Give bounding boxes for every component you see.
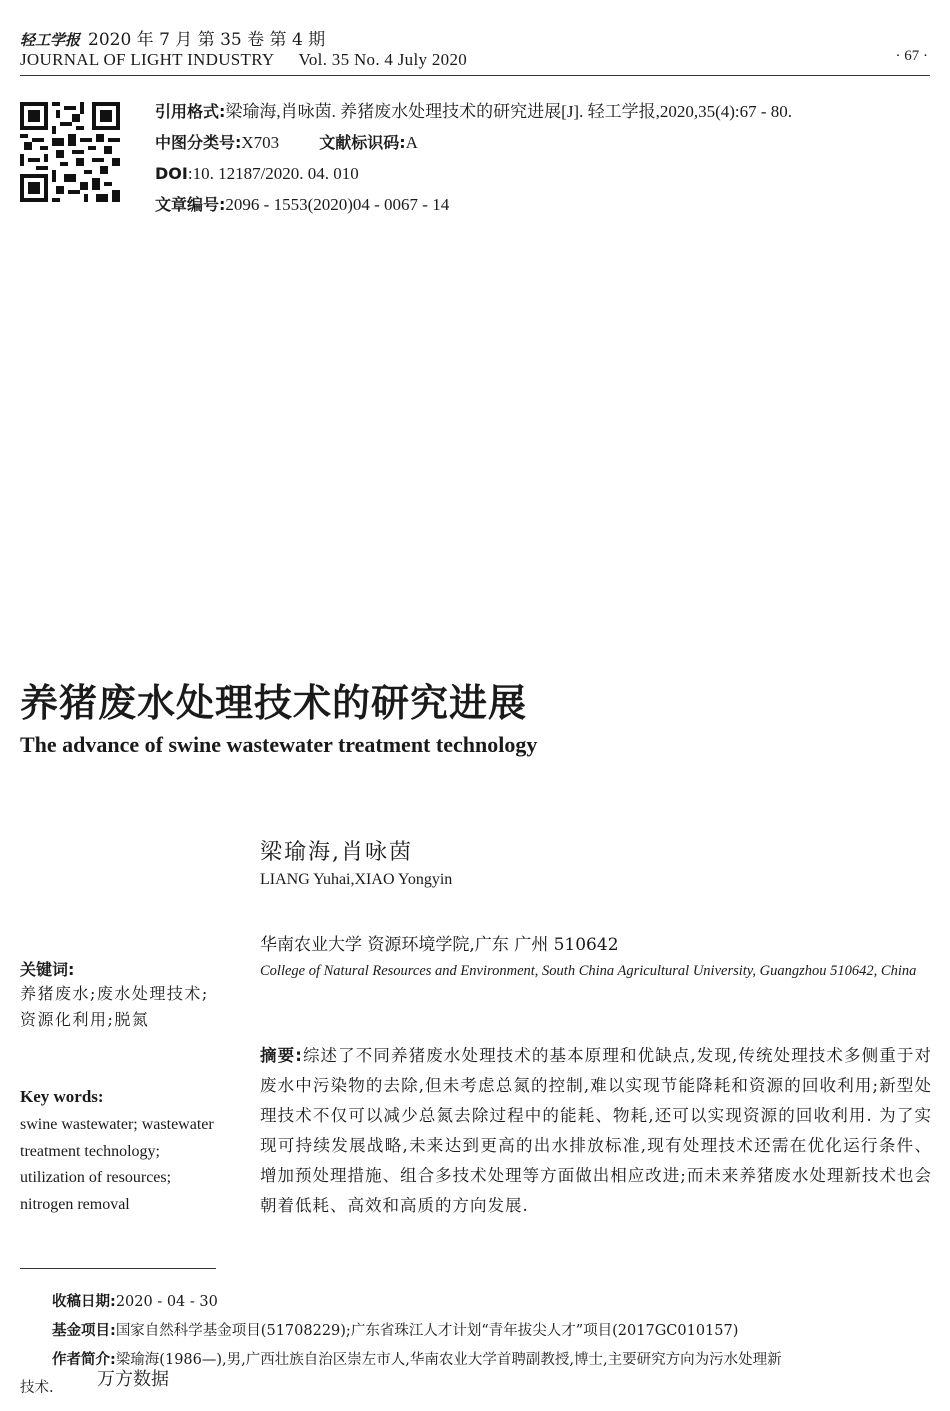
author-bio-value: 梁瑜海(1986—),男,广西壮族自治区崇左市人,华南农业大学首聘副教授,博士,主要研究方向为污水处理新 [115, 1352, 782, 1368]
citation-block [155, 96, 935, 220]
received-label: 收稿日期: [52, 1294, 116, 1310]
author-bio-label: 作者简介: [52, 1352, 116, 1368]
affiliation-cn: 华南农业大学 资源环境学院,广东 广州 510642 [260, 935, 619, 955]
journal-header [20, 30, 467, 70]
page-number: · 67 · [895, 48, 928, 64]
citation-label: 引用格式: [155, 102, 226, 121]
received-date [52, 1292, 218, 1312]
citation-text: 梁瑜海,肖咏茵. 养猪废水处理技术的研究进展[J]. 轻工学报,2020,35(4):67 - 80. [225, 102, 793, 121]
title-cn: 养猪废水处理技术的研究进展 [20, 680, 528, 725]
keywords-cn: 养猪废水;废水处理技术;资源化利用;脱氮 [20, 984, 209, 1029]
title-en: The advance of swine wastewater treatment technology [20, 732, 538, 757]
journal-logo: 轻工学报 [20, 31, 81, 49]
article-number-line [155, 189, 935, 220]
header-line-cn [20, 30, 467, 50]
funding-label: 基金项目: [52, 1323, 116, 1339]
clc-label: 中图分类号: [155, 133, 242, 152]
footnote-divider [20, 1268, 216, 1269]
keywords-en-label: Key words: [20, 1087, 104, 1106]
header-line-en [20, 50, 467, 70]
doc-code-value: A [405, 133, 418, 152]
received-value: 2020 - 04 - 30 [115, 1294, 218, 1310]
classification-line [155, 127, 935, 158]
doi-label: DOI [155, 164, 188, 183]
article-number-label: 文章编号: [155, 195, 226, 214]
abstract [260, 1041, 932, 1221]
funding-value: 国家自然科学基金项目(51708229);广东省珠江人才计划“青年拔尖人才”项目(2017GC010157) [115, 1323, 739, 1339]
journal-name-en: JOURNAL OF LIGHT INDUSTRY [20, 50, 275, 69]
citation-line [155, 96, 935, 127]
doi-value: :10. 12187/2020. 04. 010 [187, 164, 359, 183]
abstract-text: 综述了不同养猪废水处理技术的基本原理和优缺点,发现,传统处理技术多侧重于对废水中污染物的去除,但未考虑总氮的控制,难以实现节能降耗和资源的回收利用;新型处理技术不仅可以减少总氮去除过程中的能耗、物耗,还可以实现资源的回收利用. 为了实现可持续发展战略,未来达到更高的出水排放标准,现有处理技术还需在优化运行条件、增加预处理措施、组合多技术处理等方面做出相应改进;而未来养猪废水处理新技术也会朝着低耗、高效和高质的方向发展. [260, 1046, 932, 1215]
keywords-en: swine wastewater; wastewater treatment technology; utilization of resources; nitrogen removal [20, 1116, 214, 1213]
author-bio [52, 1350, 932, 1370]
issue-cn: 2020 年 7 月 第 35 卷 第 4 期 [88, 30, 326, 50]
author-bio-continued: 技术. [20, 1380, 54, 1396]
abstract-label: 摘要: [260, 1046, 303, 1065]
affiliation-en: College of Natural Resources and Environment, South China Agricultural University, Guangzhou 510642, China [260, 963, 917, 979]
watermark: 万方数据 [97, 1369, 169, 1390]
header-divider [20, 75, 930, 76]
authors-en: LIANG Yuhai,XIAO Yongyin [260, 871, 453, 888]
clc-value: X703 [241, 133, 280, 152]
article-number-value: 2096 - 1553(2020)04 - 0067 - 14 [225, 195, 450, 214]
authors-cn: 梁瑜海,肖咏茵 [260, 840, 413, 865]
issue-en: Vol. 35 No. 4 July 2020 [298, 50, 468, 69]
qr-code-icon [20, 102, 120, 202]
doc-code-label: 文献标识码: [319, 133, 406, 152]
funding [52, 1321, 738, 1341]
keywords-cn-label: 关键词: [20, 960, 75, 979]
doi-line [155, 158, 935, 189]
